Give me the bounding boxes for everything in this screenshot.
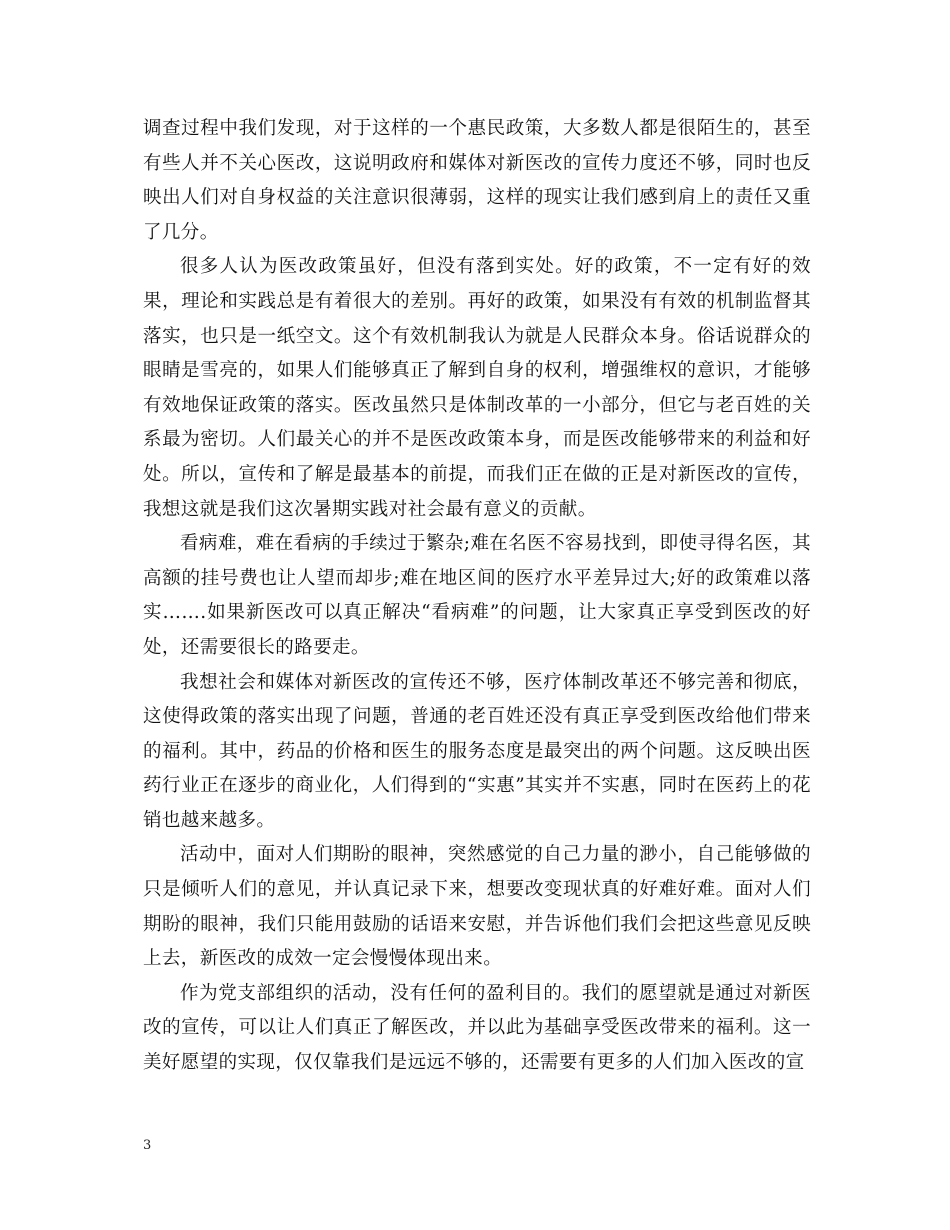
paragraph-5: 活动中，面对人们期盼的眼神，突然感觉的自己力量的渺小，自己能够做的只是倾听人们的意见，并认真记录下来，想要改变现状真的好难好难。面对人们期盼的眼神，我们只能用鼓励的话语来安慰，并告诉他们我们会把这些意见反映上去，新医改的成效一定会慢慢体现出来。 <box>143 844 811 970</box>
paragraph-3: 看病难，难在看病的手续过于繁杂;难在名医不容易找到，即使寻得名医，其高额的挂号费也让人望而却步;难在地区间的医疗水平差异过大;好的政策难以落实…….如果新医改可以真正解决“看病难”的问题，让大家真正享受到医改的好处，还需要很长的路要走。 <box>143 533 811 658</box>
paragraph-6: 作为党支部组织的活动，没有任何的盈利目的。我们的愿望就是通过对新医改的宣传，可以让人们真正了解医改，并以此为基础享受医改带来的福利。这一美好愿望的实现，仅仅靠我们是远远不够的，还需要有更多的人们加入医改的宣 <box>143 982 811 1074</box>
document-body <box>143 112 811 1081</box>
page-number: 3 <box>143 1138 152 1153</box>
paragraph-2: 很多人认为医改政策虽好，但没有落到实处。好的政策，不一定有好的效果，理论和实践总是有着很大的差别。再好的政策，如果没有有效的机制监督其落实，也只是一纸空文。这个有效机制我认为就是人民群众本身。俗话说群众的眼睛是雪亮的，如果人们能够真正了解到自身的权利，增强维权的意识，才能够有效地保证政策的落实。医改虽然只是体制改革的一小部分，但它与老百姓的关系最为密切。人们最关心的并不是医改政策本身，而是医改能够带来的利益和好处。所以，宣传和了解是最基本的前提，而我们正在做的正是对新医改的宣传，我想这就是我们这次暑期实践对社会最有意义的贡献。 <box>143 256 811 520</box>
paragraph-4: 我想社会和媒体对新医改的宣传还不够，医疗体制改革还不够完善和彻底，这使得政策的落实出现了问题，普通的老百姓还没有真正享受到医改给他们带来的福利。其中，药品的价格和医生的服务态度是最突出的两个问题。这反映出医药行业正在逐步的商业化，人们得到的“实惠”其实并不实惠，同时在医药上的花销也越来越多。 <box>143 671 811 831</box>
paragraph-1: 调查过程中我们发现，对于这样的一个惠民政策，大多数人都是很陌生的，甚至有些人并不关心医改，这说明政府和媒体对新医改的宣传力度还不够，同时也反映出人们对自身权益的关注意识很薄弱，这样的现实让我们感到肩上的责任又重了几分。 <box>143 118 811 243</box>
